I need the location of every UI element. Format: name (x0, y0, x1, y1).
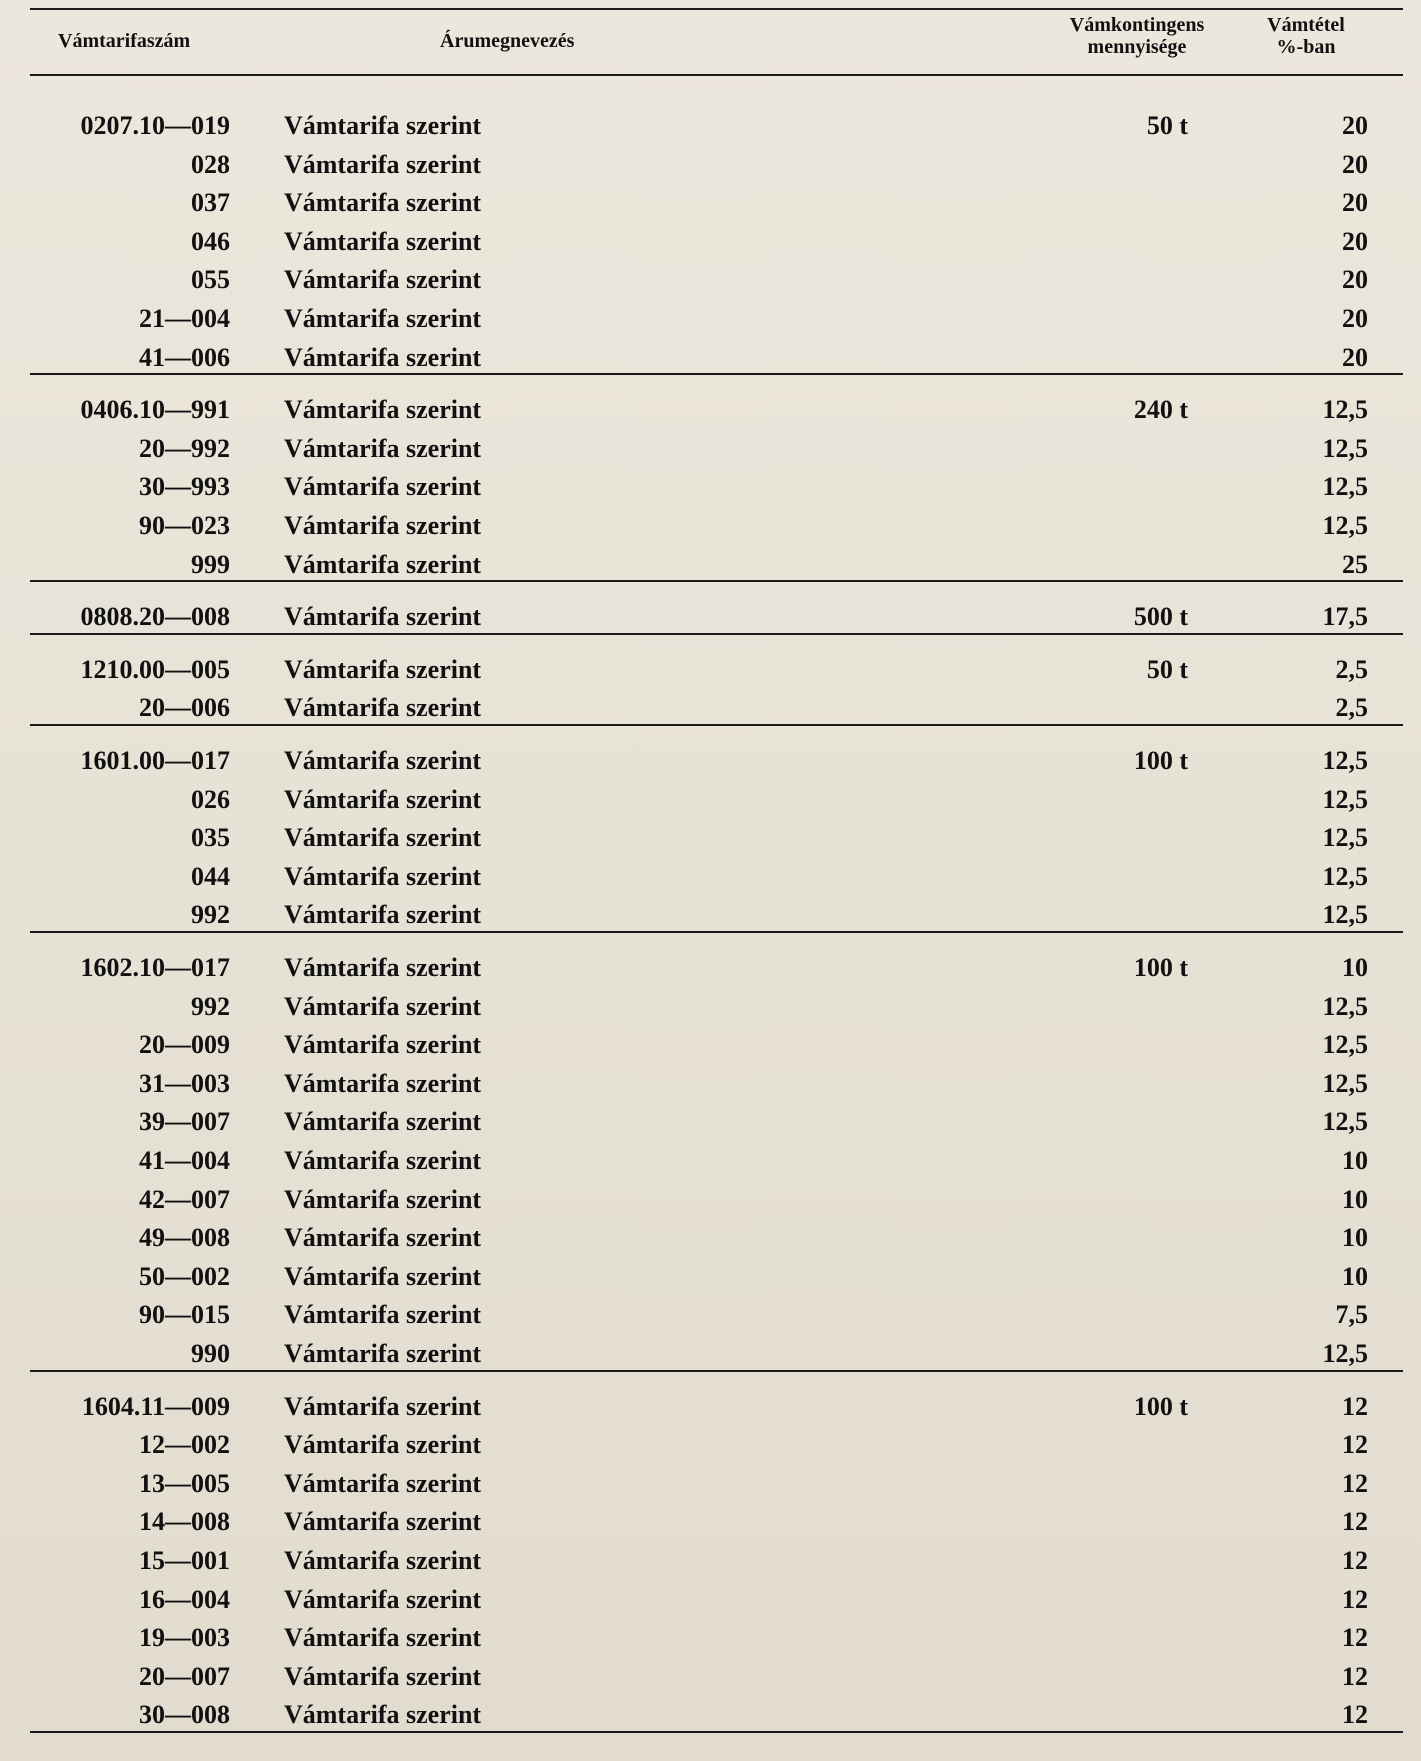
table-row (30, 1426, 1403, 1464)
duty-rate: 10 (1342, 1185, 1368, 1214)
goods-description: Vámtarifa szerint (284, 227, 482, 256)
tariff-code: 39—007 (139, 1107, 230, 1136)
duty-rate: 7,5 (1335, 1300, 1368, 1329)
table-row (30, 781, 1403, 819)
header-rate-line2: %-ban (1276, 36, 1336, 58)
quota-quantity: 100 t (1133, 746, 1188, 775)
tariff-code: 999 (191, 550, 230, 579)
tariff-code: 30—993 (139, 472, 230, 501)
tariff-code: 026 (191, 785, 230, 814)
duty-rate: 10 (1342, 1146, 1368, 1175)
header-rate-line1: Vámtétel (1267, 14, 1345, 36)
quota-quantity: 100 t (1133, 1392, 1188, 1421)
table-row (30, 1619, 1403, 1657)
goods-description: Vámtarifa szerint (284, 655, 482, 684)
tariff-code: 13—005 (139, 1469, 230, 1498)
tariff-code: 0406.10—991 (80, 395, 230, 424)
tariff-code: 1601.00—017 (80, 746, 230, 775)
table-row (30, 1465, 1403, 1503)
duty-rate: 20 (1342, 188, 1368, 217)
tariff-code: 20—992 (139, 434, 230, 463)
duty-rate: 20 (1342, 227, 1368, 256)
goods-description: Vámtarifa szerint (284, 823, 482, 852)
top-rule (30, 8, 1403, 10)
duty-rate: 12 (1342, 1623, 1368, 1652)
table-row (30, 1335, 1403, 1373)
table-row (30, 1388, 1403, 1426)
goods-description: Vámtarifa szerint (284, 1262, 482, 1291)
goods-description: Vámtarifa szerint (284, 1546, 482, 1575)
table-row (30, 651, 1403, 689)
duty-rate: 12,5 (1322, 1069, 1368, 1098)
goods-description: Vámtarifa szerint (284, 434, 482, 463)
tariff-code: 30—008 (139, 1700, 230, 1729)
table-row (30, 1181, 1403, 1219)
tariff-code: 20—009 (139, 1030, 230, 1059)
table-row (30, 107, 1403, 145)
group-separator (30, 1370, 1403, 1372)
tariff-code: 037 (191, 188, 230, 217)
header-quota-line1: Vámkontingens (1069, 14, 1205, 36)
duty-rate: 12,5 (1322, 900, 1368, 929)
goods-description: Vámtarifa szerint (284, 1662, 482, 1691)
table-row (30, 184, 1403, 222)
goods-description: Vámtarifa szerint (284, 265, 482, 294)
table-row (30, 1065, 1403, 1103)
group-separator (30, 633, 1403, 635)
group-separator (30, 373, 1403, 375)
duty-rate: 12 (1342, 1430, 1368, 1459)
duty-rate: 12,5 (1322, 434, 1368, 463)
table-row (30, 896, 1403, 934)
tariff-code: 90—015 (139, 1300, 230, 1329)
table-row (30, 1219, 1403, 1257)
goods-description: Vámtarifa szerint (284, 1223, 482, 1252)
duty-rate: 12,5 (1322, 1030, 1368, 1059)
table-row (30, 546, 1403, 584)
tariff-code: 0808.20—008 (80, 602, 230, 631)
goods-description: Vámtarifa szerint (284, 785, 482, 814)
table-row (30, 1658, 1403, 1696)
duty-rate: 12 (1342, 1469, 1368, 1498)
table-row (30, 988, 1403, 1026)
tariff-code: 90—023 (139, 511, 230, 540)
table-row (30, 1542, 1403, 1580)
tariff-code: 992 (191, 992, 230, 1021)
duty-rate: 10 (1342, 1223, 1368, 1252)
header-code: Vámtarifaszám (58, 30, 191, 52)
table-row (30, 146, 1403, 184)
duty-rate: 12,5 (1322, 823, 1368, 852)
goods-description: Vámtarifa szerint (284, 1469, 482, 1498)
goods-description: Vámtarifa szerint (284, 862, 482, 891)
duty-rate: 12,5 (1322, 472, 1368, 501)
tariff-code: 20—006 (139, 693, 230, 722)
header-rate (1252, 14, 1360, 58)
tariff-code: 16—004 (139, 1585, 230, 1614)
duty-rate: 12,5 (1322, 746, 1368, 775)
table-row (30, 858, 1403, 896)
goods-description: Vámtarifa szerint (284, 550, 482, 579)
goods-description: Vámtarifa szerint (284, 1585, 482, 1614)
tariff-code: 1210.00—005 (80, 655, 230, 684)
goods-description: Vámtarifa szerint (284, 343, 482, 372)
duty-rate: 20 (1342, 343, 1368, 372)
goods-description: Vámtarifa szerint (284, 992, 482, 1021)
header-description: Árumegnevezés (440, 30, 575, 52)
header-quota (1038, 14, 1236, 58)
tariff-code: 42—007 (139, 1185, 230, 1214)
duty-rate: 10 (1342, 1262, 1368, 1291)
goods-description: Vámtarifa szerint (284, 1300, 482, 1329)
tariff-code: 992 (191, 900, 230, 929)
table-row (30, 1503, 1403, 1541)
tariff-code: 028 (191, 150, 230, 179)
tariff-code: 1602.10—017 (80, 953, 230, 982)
duty-rate: 12,5 (1322, 785, 1368, 814)
goods-description: Vámtarifa szerint (284, 900, 482, 929)
header-quota-line2: mennyisége (1087, 36, 1187, 58)
duty-rate: 12,5 (1322, 992, 1368, 1021)
goods-description: Vámtarifa szerint (284, 1339, 482, 1368)
goods-description: Vámtarifa szerint (284, 1392, 482, 1421)
group-separator (30, 1731, 1403, 1733)
duty-rate: 20 (1342, 150, 1368, 179)
tariff-code: 19—003 (139, 1623, 230, 1652)
table-row (30, 1581, 1403, 1619)
table-row (30, 1696, 1403, 1734)
duty-rate: 12,5 (1322, 1339, 1368, 1368)
tariff-code: 49—008 (139, 1223, 230, 1252)
tariff-code: 055 (191, 265, 230, 294)
duty-rate: 10 (1342, 953, 1368, 982)
tariff-code: 15—001 (139, 1546, 230, 1575)
group-separator (30, 931, 1403, 933)
goods-description: Vámtarifa szerint (284, 1185, 482, 1214)
quota-quantity: 50 t (1146, 655, 1188, 684)
table-row (30, 1103, 1403, 1141)
table-row (30, 949, 1403, 987)
tariff-code: 14—008 (139, 1507, 230, 1536)
duty-rate: 12,5 (1322, 511, 1368, 540)
goods-description: Vámtarifa szerint (284, 1030, 482, 1059)
goods-description: Vámtarifa szerint (284, 1507, 482, 1536)
duty-rate: 12 (1342, 1662, 1368, 1691)
table-row (30, 1026, 1403, 1064)
tariff-code: 50—002 (139, 1262, 230, 1291)
tariff-code: 046 (191, 227, 230, 256)
goods-description: Vámtarifa szerint (284, 188, 482, 217)
table-row (30, 339, 1403, 377)
table-row (30, 598, 1403, 636)
tariff-code: 21—004 (139, 304, 230, 333)
tariff-code: 41—004 (139, 1146, 230, 1175)
goods-description: Vámtarifa szerint (284, 150, 482, 179)
duty-rate: 12 (1342, 1392, 1368, 1421)
duty-rate: 12,5 (1322, 1107, 1368, 1136)
tariff-code: 31—003 (139, 1069, 230, 1098)
goods-description: Vámtarifa szerint (284, 746, 482, 775)
duty-rate: 2,5 (1335, 655, 1368, 684)
quota-quantity: 240 t (1133, 395, 1188, 424)
table-row (30, 1142, 1403, 1180)
duty-rate: 12 (1342, 1700, 1368, 1729)
tariff-code: 1604.11—009 (81, 1392, 230, 1421)
tariff-code: 20—007 (139, 1662, 230, 1691)
table-row (30, 742, 1403, 780)
quota-quantity: 50 t (1146, 111, 1188, 140)
tariff-code: 0207.10—019 (80, 111, 230, 140)
tariff-code: 12—002 (139, 1430, 230, 1459)
goods-description: Vámtarifa szerint (284, 1069, 482, 1098)
goods-description: Vámtarifa szerint (284, 304, 482, 333)
tariff-code: 035 (191, 823, 230, 852)
table-row (30, 391, 1403, 429)
duty-rate: 20 (1342, 111, 1368, 140)
goods-description: Vámtarifa szerint (284, 111, 482, 140)
table-row (30, 1296, 1403, 1334)
goods-description: Vámtarifa szerint (284, 472, 482, 501)
goods-description: Vámtarifa szerint (284, 1430, 482, 1459)
quota-quantity: 100 t (1133, 953, 1188, 982)
tariff-code: 990 (191, 1339, 230, 1368)
table-row (30, 507, 1403, 545)
goods-description: Vámtarifa szerint (284, 511, 482, 540)
table-row (30, 261, 1403, 299)
tariff-code: 41—006 (139, 343, 230, 372)
table-row (30, 300, 1403, 338)
duty-rate: 17,5 (1322, 602, 1368, 631)
goods-description: Vámtarifa szerint (284, 953, 482, 982)
goods-description: Vámtarifa szerint (284, 1107, 482, 1136)
table-row (30, 430, 1403, 468)
duty-rate: 20 (1342, 304, 1368, 333)
duty-rate: 2,5 (1335, 693, 1368, 722)
goods-description: Vámtarifa szerint (284, 395, 482, 424)
goods-description: Vámtarifa szerint (284, 1146, 482, 1175)
table-row (30, 1258, 1403, 1296)
duty-rate: 12,5 (1322, 862, 1368, 891)
goods-description: Vámtarifa szerint (284, 1623, 482, 1652)
duty-rate: 12 (1342, 1546, 1368, 1575)
goods-description: Vámtarifa szerint (284, 693, 482, 722)
goods-description: Vámtarifa szerint (284, 1700, 482, 1729)
goods-description: Vámtarifa szerint (284, 602, 482, 631)
quota-quantity: 500 t (1133, 602, 1188, 631)
table-row (30, 223, 1403, 261)
duty-rate: 12 (1342, 1585, 1368, 1614)
group-separator (30, 580, 1403, 582)
header-rule (30, 74, 1403, 76)
table-row (30, 689, 1403, 727)
table-row (30, 468, 1403, 506)
duty-rate: 12 (1342, 1507, 1368, 1536)
duty-rate: 12,5 (1322, 395, 1368, 424)
table-row (30, 819, 1403, 857)
duty-rate: 25 (1342, 550, 1368, 579)
group-separator (30, 724, 1403, 726)
duty-rate: 20 (1342, 265, 1368, 294)
tariff-code: 044 (191, 862, 230, 891)
